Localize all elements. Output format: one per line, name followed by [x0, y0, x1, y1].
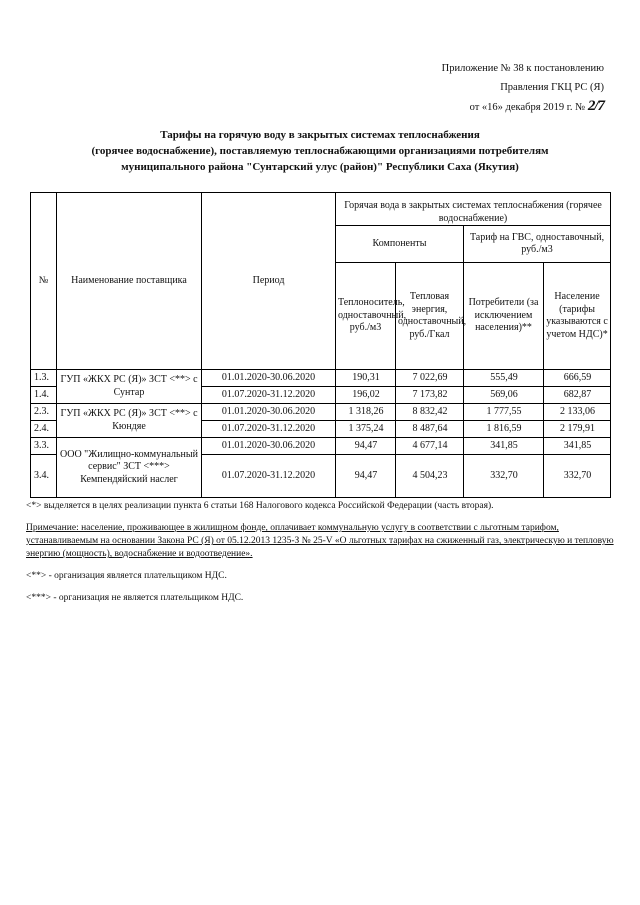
handwritten-number: 2/7: [587, 98, 604, 114]
consumers-tariff-value: 555,49: [464, 370, 544, 387]
population-tariff-value: 666,59: [544, 370, 611, 387]
population-tariff-value: 341,85: [544, 438, 611, 455]
appendix-header: [344, 59, 604, 117]
consumers-tariff-value: 341,85: [464, 438, 544, 455]
population-tariff-value: 2 179,91: [544, 421, 611, 438]
population-tariff-value: 682,87: [544, 387, 611, 404]
heat-carrier-value: 1 375,24: [336, 421, 396, 438]
heat-carrier-value: 94,47: [336, 438, 396, 455]
supplier-name: ГУП «ЖКХ РС (Я)» ЗСТ <**> с Кюндяе: [57, 404, 202, 438]
heat-carrier-value: 190,31: [336, 370, 396, 387]
tariff-table: [30, 192, 611, 498]
heat-carrier-value: 196,02: [336, 387, 396, 404]
heat-energy-value: 4 504,23: [396, 455, 464, 498]
consumers-tariff-value: 1 777,55: [464, 404, 544, 421]
footnote-vat: <*> выделяется в целях реализации пункта 6 статьи 168 Налогового кодекса Российской Федерации (часть вторая).: [26, 501, 494, 511]
consumers-tariff-value: 332,70: [464, 455, 544, 498]
period-cell: 01.01.2020-30.06.2020: [202, 404, 336, 421]
heat-energy-value: 8 487,64: [396, 421, 464, 438]
population-tariff-value: 332,70: [544, 455, 611, 498]
consumers-tariff-value: 1 816,59: [464, 421, 544, 438]
title-line-3: муниципального района "Сунтарский улус (район)" Республики Саха (Якутия): [121, 161, 519, 173]
footnote-non-vat-payer: <***> - организация не является плательщиком НДС.: [26, 593, 244, 603]
header-gvs-tariff: Тариф на ГВС, одноставочный, руб./м3: [464, 226, 611, 263]
table-row: [31, 404, 611, 421]
consumers-tariff-value: 569,06: [464, 387, 544, 404]
row-number: 1.4.: [31, 387, 57, 404]
footnote-population-note: Примечание: население, проживающее в жилищном фонде, оплачивает коммунальную услугу в соответствии с льготным тарифом, устанавливаемым на основании Закона РС (Я) от 05.12.2013 1235-З № 25-V «О льготных тарифах на сжиженный газ, электрическую и тепловую энергию (мощность), водоснабжение и водоотведение».: [26, 523, 614, 559]
population-tariff-value: 2 133,06: [544, 404, 611, 421]
heat-energy-value: 7 173,82: [396, 387, 464, 404]
header-number: №: [31, 193, 57, 370]
period-cell: 01.01.2020-30.06.2020: [202, 370, 336, 387]
row-number: 3.4.: [31, 455, 57, 498]
appendix-line-1: Приложение № 38 к постановлению: [441, 63, 604, 74]
period-cell: 01.07.2020-31.12.2020: [202, 455, 336, 498]
document-title: [40, 127, 600, 175]
heat-carrier-value: 1 318,26: [336, 404, 396, 421]
heat-carrier-value: 94,47: [336, 455, 396, 498]
header-heat-energy: Тепловая энергия, одноставочный, руб./Гкал: [396, 263, 464, 370]
period-cell: 01.07.2020-31.12.2020: [202, 421, 336, 438]
appendix-line-2: Правления ГКЦ РС (Я): [500, 82, 604, 93]
appendix-line-3: [344, 97, 604, 117]
title-line-2: (горячее водоснабжение), поставляемую теплоснабжающими организациями потребителям: [91, 145, 549, 157]
heat-energy-value: 8 832,42: [396, 404, 464, 421]
supplier-name: ООО "Жилищно-коммунальный сервис" ЗСТ <***> Кемпендяйский наслег: [57, 438, 202, 498]
header-components: Компоненты: [336, 226, 464, 263]
heat-energy-value: 4 677,14: [396, 438, 464, 455]
header-hot-water-group: Горячая вода в закрытых системах теплоснабжения (горячее водоснабжение): [336, 193, 611, 226]
header-heat-carrier: Теплоноситель, одноставочный, руб./м3: [336, 263, 396, 370]
header-period: Период: [202, 193, 336, 370]
table-row: [31, 370, 611, 387]
header-consumers: Потребители (за исключением населения)**: [464, 263, 544, 370]
title-line-1: Тарифы на горячую воду в закрытых системах теплоснабжения: [160, 129, 480, 141]
appendix-date: от «16» декабря 2019 г. №: [469, 102, 586, 113]
period-cell: 01.07.2020-31.12.2020: [202, 387, 336, 404]
row-number: 1.3.: [31, 370, 57, 387]
period-cell: 01.01.2020-30.06.2020: [202, 438, 336, 455]
heat-energy-value: 7 022,69: [396, 370, 464, 387]
row-number: 2.3.: [31, 404, 57, 421]
row-number: 3.3.: [31, 438, 57, 455]
header-supplier: Наименование поставщика: [57, 193, 202, 370]
footnote-vat-payer: <**> - организация является плательщиком НДС.: [26, 571, 227, 581]
header-population: Население (тарифы указываются с учетом НДС)*: [544, 263, 611, 370]
table-row: [31, 438, 611, 455]
footnotes: [26, 500, 616, 614]
row-number: 2.4.: [31, 421, 57, 438]
supplier-name: ГУП «ЖКХ РС (Я)» ЗСТ <**> с Сунтар: [57, 370, 202, 404]
